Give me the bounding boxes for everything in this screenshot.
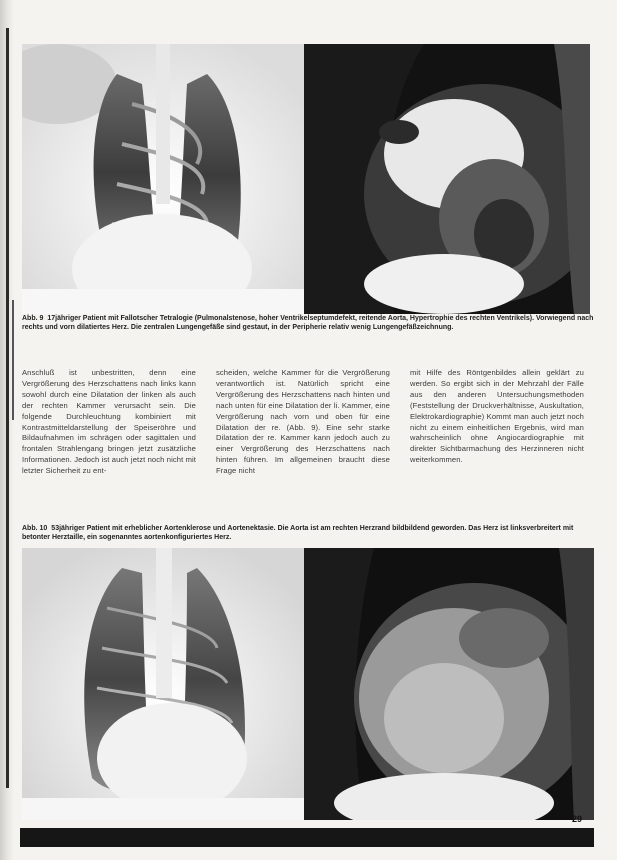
text-column-1: Anschluß ist unbestritten, denn eine Vergrößerung des Herzschattens nach links kann sowohl durch eine Dilatation der linken als auch der rechten Kammer verursacht sein. Die folgende Durchleuchtung kombiniert mit Kontrastmitteldarstellung der Speiseröhre und Bildaufnahmen im schrägen oder sagittalen und frontalen Strahlengang bringen jetzt zusätzliche Informationen. Jedoch ist auch jetzt noch nicht mit letzter Sicherheit zu ent-	[22, 368, 196, 476]
figure9-caption	[22, 314, 596, 333]
figure9-caption-text: 17jähriger Patient mit Fallotscher Tetralogie (Pulmonalstenose, hoher Ventrikelseptumdefekt, reitende Aorta, Hypertrophie des rechten Ventrikels). Vorwiegend nach rechts und vorn dilatiertes Herz. Die zentralen Lungengefäße sind gestaut, in der Peripherie relativ wenig Lungengefäßzeichnung.	[22, 315, 594, 332]
figure10-frontal-xray	[22, 548, 304, 820]
page-number: 29	[572, 814, 583, 824]
figure10-caption	[22, 524, 596, 543]
figure10-caption-text: 53jähriger Patient mit erheblicher Aortenklerose und Aortenektasie. Die Aorta ist am rechten Herzrand bildbildend geworden. Das Herz ist linksverbreitert mit betonter Herztaille, ein sogenanntes aortenkonfiguriertes Herz.	[22, 525, 574, 542]
figure9-frontal-xray	[22, 44, 304, 314]
figure10-lateral-xray	[304, 548, 594, 820]
text-column-2: scheiden, welche Kammer für die Vergrößerung verantwortlich ist. Natürlich spricht eine Vergrößerung des Herzschattens nach hinten und nach unten für eine Dilatation der li. Kammer, eine Vergrößerung nach vorn und oben für eine Dilatation der re. (Abb. 9). Eine sehr starke Dilatation der re. Kammer kann jedoch auch zu einer Vergrößerung des Herzschattens nach hinten führen. Im allgemeinen braucht diese Frage nicht	[216, 368, 390, 476]
figure9-lateral-xray	[304, 44, 590, 314]
binding-edge	[6, 28, 9, 788]
binding-edge-mark	[12, 300, 14, 420]
figure9-label: Abb. 9	[22, 315, 44, 322]
text-column-3: mit Hilfe des Röntgenbildes allein geklärt zu werden. So ergibt sich in der Mehrzahl der Fälle aus den anderen Untersuchungsmethoden (Feststellung der Druckverhältnisse, Auskultation, Elektrokardiographie) Kommt man auch jetzt noch nicht zu einem einheitlichen Ergebnis, wird man wahrscheinlich ohne Angiocardiographie mit direkter Sichtbarmachung des Herzinneren nicht weiterkommen.	[410, 368, 584, 465]
footer-bar	[20, 828, 594, 847]
figure10-label: Abb. 10	[22, 525, 48, 532]
